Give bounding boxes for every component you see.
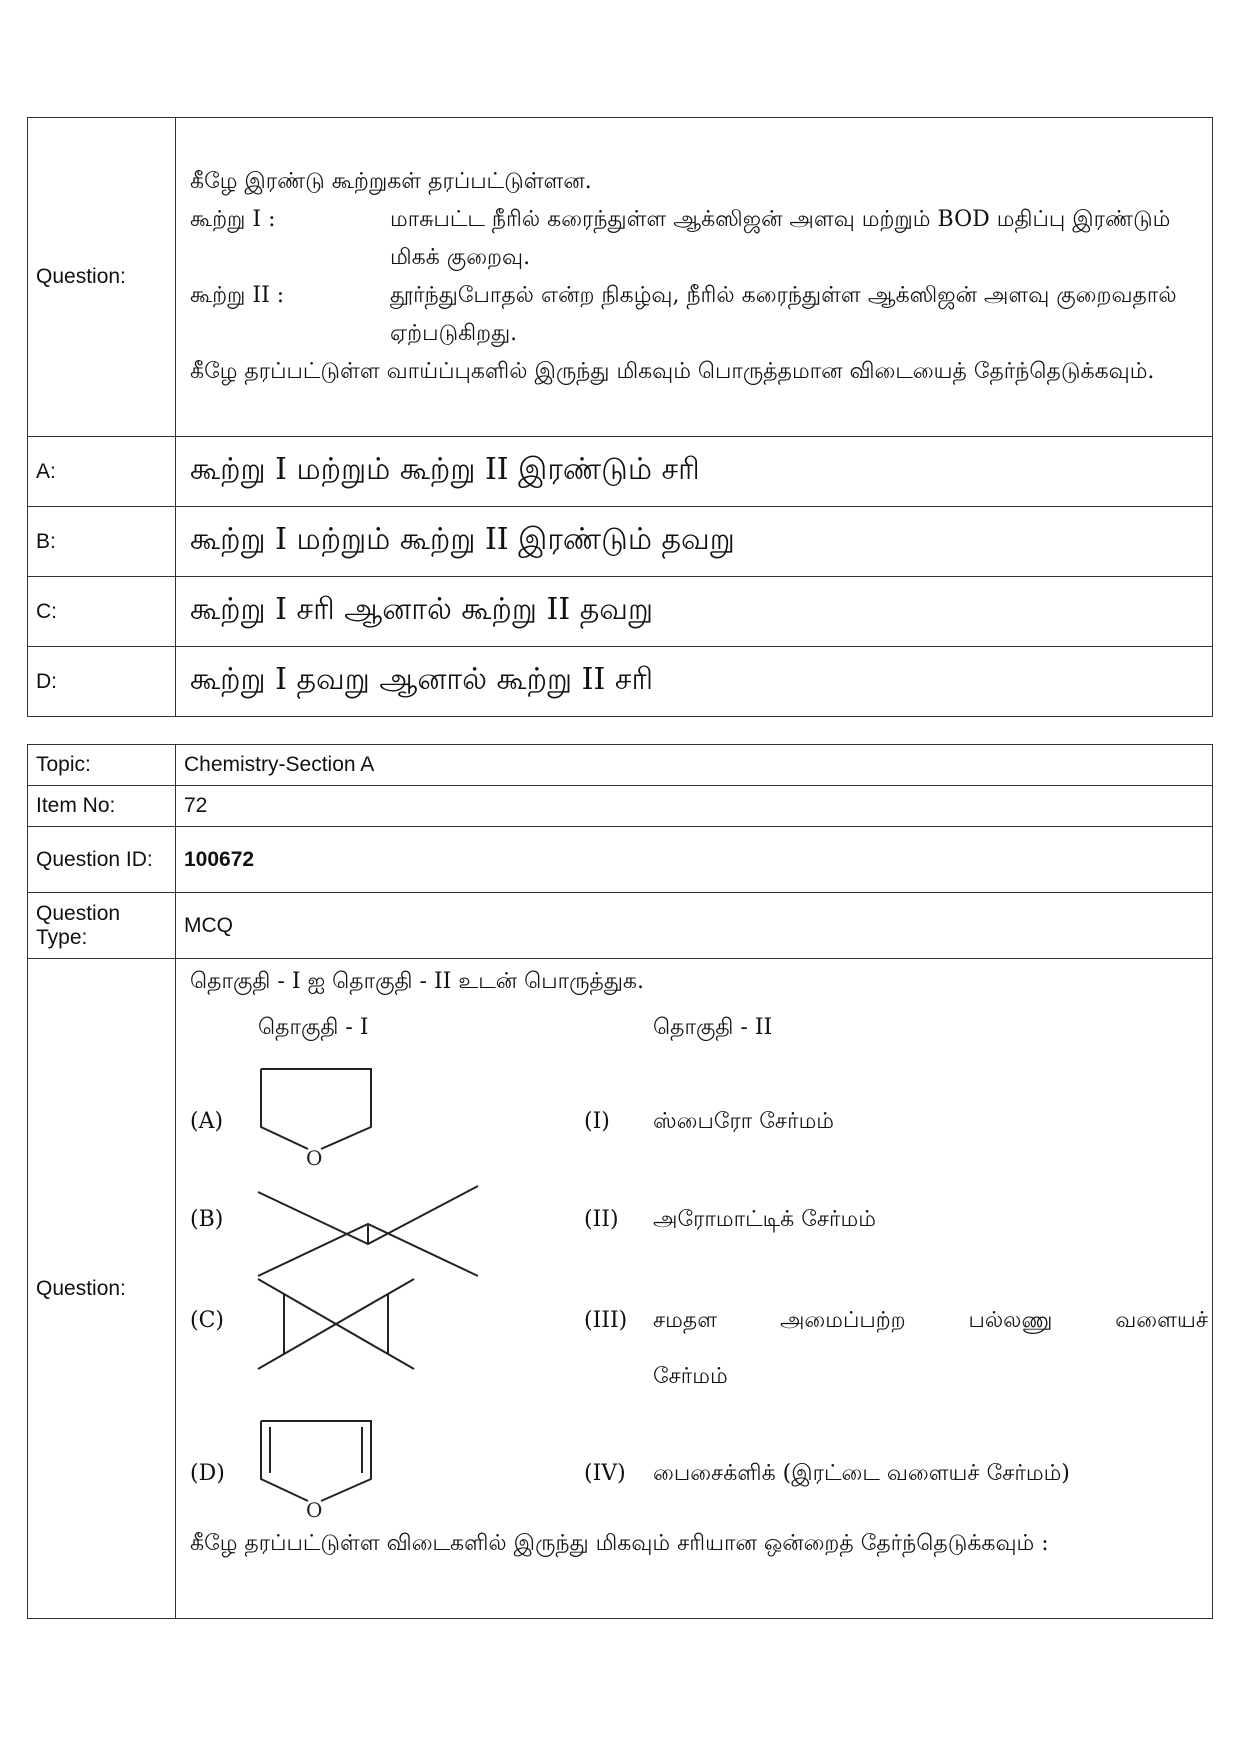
statement-2-key: கூற்று II : xyxy=(190,283,285,308)
question-type-label: Question Type: xyxy=(28,893,176,959)
question-instruction: கீழே தரப்பட்டுள்ள வாய்ப்புகளில் இருந்து மிகவும் பொருத்தமான விடையைத் தேர்ந்தெடுக்கவும். xyxy=(190,359,1155,384)
structure-c-svg xyxy=(256,1277,416,1372)
right-text-2: அரோமாட்டிக் சேர்மம் xyxy=(653,1207,876,1232)
option-a-label: A: xyxy=(28,437,176,507)
structure-a-oxygen: O xyxy=(306,1146,323,1170)
statement-2 xyxy=(190,277,1200,353)
structure-c-lines xyxy=(258,1279,414,1369)
right-text-4: பைசைக்ளிக் (இரட்டை வளையச் சேர்மம்) xyxy=(653,1461,1070,1486)
left-label-c: (C) xyxy=(190,1308,224,1333)
structure-a-ring xyxy=(261,1069,371,1149)
question-body xyxy=(176,118,1213,437)
column-1-header: தொகுதி - I xyxy=(258,1015,369,1040)
question-label: Question: xyxy=(28,118,176,437)
question-type-value: MCQ xyxy=(176,893,1213,959)
structure-d-ring xyxy=(261,1421,371,1501)
option-c-text: கூற்று I சரி ஆனால் கூற்று II தவறு xyxy=(176,577,1213,647)
statement-1-key: கூற்று I : xyxy=(190,207,276,232)
option-d-text: கூற்று I தவறு ஆனால் கூற்று II சரி xyxy=(176,647,1213,717)
option-c-label: C: xyxy=(28,577,176,647)
question-intro: கீழே இரண்டு கூற்றுகள் தரப்பட்டுள்ளன. xyxy=(190,169,592,194)
item-no-value: 72 xyxy=(176,786,1213,827)
topic-value: Chemistry-Section A xyxy=(176,745,1213,786)
left-label-d: (D) xyxy=(190,1461,225,1486)
structure-a-svg xyxy=(256,1067,376,1172)
question-table-1 xyxy=(27,117,1213,717)
structure-b-svg xyxy=(256,1184,481,1279)
option-a-text: கூற்று I மற்றும் கூற்று II இரண்டும் சரி xyxy=(176,437,1213,507)
statement-1 xyxy=(190,201,1200,277)
right-text-1: ஸ்பைரோ சேர்மம் xyxy=(653,1109,834,1134)
statement-2-text: தூர்ந்துபோதல் என்ற நிகழ்வு, நீரில் கரைந்துள்ள ஆக்ஸிஜன் அளவு குறைவதால் ஏற்படுகிறது. xyxy=(390,283,1177,346)
left-label-b: (B) xyxy=(190,1207,224,1232)
structure-d-svg xyxy=(256,1419,376,1524)
right-num-4: (IV) xyxy=(584,1461,626,1486)
question-id-label: Question ID: xyxy=(28,827,176,893)
option-b-label: B: xyxy=(28,507,176,577)
right-num-3: (III) xyxy=(584,1308,628,1333)
structure-d-oxygen: O xyxy=(306,1498,323,1522)
right-text-3-line2: சேர்மம் xyxy=(653,1364,728,1389)
question-2-label: Question: xyxy=(28,959,176,1619)
column-2-header: தொகுதி - II xyxy=(653,1015,773,1040)
right-num-2: (II) xyxy=(584,1207,619,1232)
option-d-label: D: xyxy=(28,647,176,717)
option-b-text: கூற்று I மற்றும் கூற்று II இரண்டும் தவறு xyxy=(176,507,1213,577)
match-intro: தொகுதி - I ஐ தொகுதி - II உடன் பொருத்துக. xyxy=(190,969,644,994)
match-instruction: கீழே தரப்பட்டுள்ள விடைகளில் இருந்து மிகவும் சரியான ஒன்றைத் தேர்ந்தெடுக்கவும் : xyxy=(190,1531,1049,1556)
structure-b-lines xyxy=(258,1186,478,1278)
right-num-1: (I) xyxy=(584,1109,610,1134)
left-label-a: (A) xyxy=(190,1109,224,1134)
question-table-2 xyxy=(27,744,1213,1619)
topic-label: Topic: xyxy=(28,745,176,786)
statement-1-text: மாசுபட்ட நீரில் கரைந்துள்ள ஆக்ஸிஜன் அளவு மற்றும் BOD மதிப்பு இரண்டும் மிகக் குறைவு. xyxy=(390,207,1171,270)
match-question-body xyxy=(176,959,1213,1619)
question-id-value: 100672 xyxy=(176,827,1213,893)
item-no-label: Item No: xyxy=(28,786,176,827)
right-text-3-line1: சமதள அமைப்பற்ற பல்லணு வளையச் xyxy=(653,1308,1208,1333)
